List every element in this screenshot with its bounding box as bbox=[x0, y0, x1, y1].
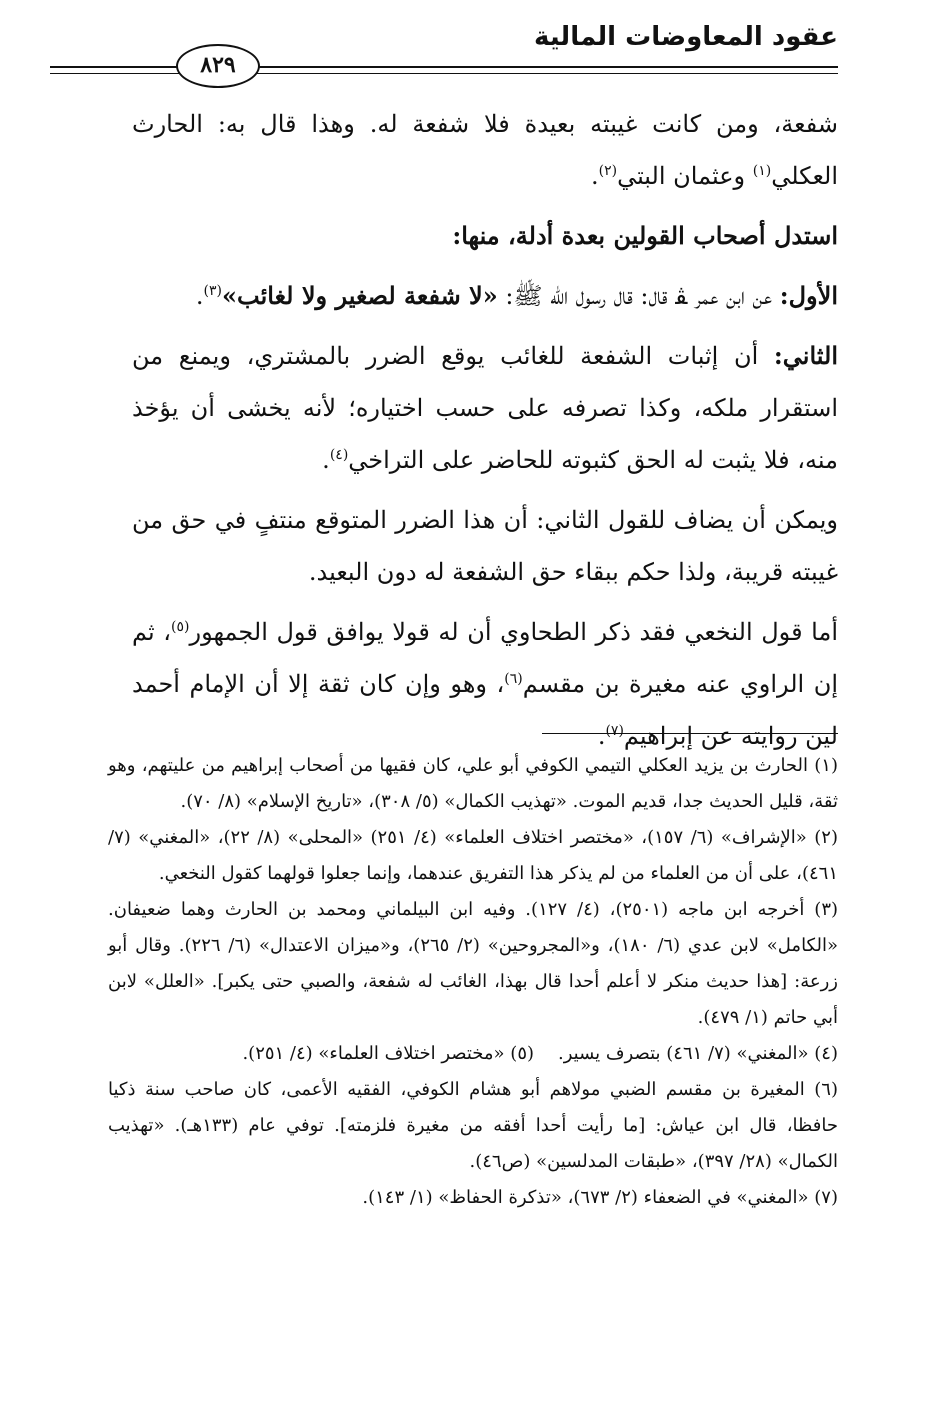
footnote-4-5-line bbox=[108, 1036, 838, 1072]
nakhai-text-a: أما قول النخعي فقد ذكر الطحاوي أن له قولا يوافق قول الجمهور bbox=[189, 618, 839, 646]
paragraph-1-end: . bbox=[590, 162, 599, 190]
running-header-title: عقود المعاوضات المالية bbox=[534, 22, 838, 52]
second-evidence-end: . bbox=[322, 446, 330, 474]
footnote-ref-7: (٧) bbox=[605, 723, 624, 739]
first-evidence-text: عن ابن عمر ﭭ قال: قال رسول الله ﷺ: bbox=[497, 282, 780, 310]
footnote-ref-6: (٦) bbox=[504, 671, 523, 687]
footnote-ref-2: (٢) bbox=[598, 163, 618, 179]
section-heading: استدل أصحاب القولين بعدة أدلة، منها: bbox=[452, 221, 838, 250]
paragraph-nakhai bbox=[132, 606, 838, 762]
paragraph-rebuttal: ويمكن أن يضاف للقول الثاني: أن هذا الضرر المتوقع منتفٍ في حق من غيبته قريبة، ولذا حكم ببقاء حق الشفعة له دون البعيد. bbox=[132, 506, 838, 586]
first-label: الأول: bbox=[779, 281, 838, 310]
paragraph-1-text: شفعة، ومن كانت غيبته بعيدة فلا شفعة له. وهذا قال به: الحارث العكلي bbox=[132, 110, 838, 190]
main-text bbox=[132, 98, 838, 770]
paragraph-1-continuation: وعثمان البتي bbox=[617, 162, 753, 190]
footnote-ref-3: (٣) bbox=[203, 283, 223, 299]
footnote-1: (١) الحارث بن يزيد العكلي التيمي الكوفي أبو علي، كان فقيها من أصحاب إبراهيم من عليتهم، وهو ثقة، قليل الحديث جدا، قديم الموت. «تهذيب الكمال» (٥/ ٣٠٨)، «تاريخ الإسلام» (٨/ ٧٠). bbox=[108, 755, 838, 812]
footnote-7: (٧) «المغني» في الضعفاء (٢/ ٦٧٣)، «تذكرة الحفاظ» (١/ ١٤٣). bbox=[362, 1187, 838, 1208]
nakhai-text-c: ، وهو وإن كان ثقة إلا أن الإمام أحمد لين روايته عن إبراهيم bbox=[132, 670, 838, 750]
second-evidence-text: أن إثبات الشفعة للغائب يوقع الضرر بالمشتري، ويمنع من استقرار ملكه، وكذا تصرفه على حسب اختياره؛ لأنه يخشى أن يؤخذ منه، فلا يثبت له الحق كثبوته للحاضر على التراخي bbox=[132, 342, 838, 474]
footnote-5: (٥) «مختصر اختلاف العلماء» (٤/ ٢٥١). bbox=[242, 1043, 535, 1064]
paragraph-1 bbox=[132, 98, 838, 202]
footnote-3: (٣) أخرجه ابن ماجه (٢٥٠١)، (٤/ ١٢٧). وفيه ابن البيلماني ومحمد بن الحارث وهما ضعيفان. «الكامل» لابن عدي (٦/ ١٨٠)، و«المجروحين» (٢/ ٢٦٥)، و«ميزان الاعتدال» (٦/ ٢٢٦). وقال أبو زرعة: [هذا حديث منكر لا أعلم أحدا قال بهذا، الغائب له شفعة، والصبي حتى يكبر]. «العلل» لابن أبي حاتم (١/ ٤٧٩). bbox=[108, 899, 839, 1028]
nakhai-end: . bbox=[597, 722, 606, 750]
paragraph-first-evidence bbox=[132, 270, 838, 322]
paragraph-second-evidence bbox=[132, 330, 838, 486]
footnote-ref-5: (٥) bbox=[171, 619, 190, 635]
footnote-4: (٤) «المغني» (٧/ ٤٦١) بتصرف يسير. bbox=[558, 1043, 838, 1064]
hadith-quote: «لا شفعة لصغير ولا لغائب» bbox=[222, 281, 498, 310]
nakhai-text-b: ، ثم إن الراوي عنه مغيرة بن مقسم bbox=[132, 618, 838, 698]
page-number: ٨٢٩ bbox=[176, 44, 260, 88]
footnote-ref-4: (٤) bbox=[329, 447, 349, 463]
footnotes bbox=[108, 748, 838, 1216]
footnote-separator bbox=[542, 733, 838, 734]
footnote-ref-1: (١) bbox=[752, 163, 772, 179]
footnote-2: (٢) «الإشراف» (٦/ ١٥٧)، «مختصر اختلاف العلماء» (٤/ ٢٥١) «المحلى» (٨/ ٢٢)، «المغني» (٧/ ٤٦١)، على أن من العلماء من لم يذكر هذا التفريق عندهما، وإنما جعلوا قولهما كقول النخعي. bbox=[108, 827, 838, 884]
footnote-6: (٦) المغيرة بن مقسم الضبي مولاهم أبو هشام الكوفي، الفقيه الأعمى، كان صاحب سنة ذكيا حافظا، قال ابن عياش: [ما رأيت أحدا أفقه من مغيرة فلزمته]. توفي عام (١٣٣هـ). «تهذيب الكمال» (٢٨/ ٣٩٧)، «طبقات المدلسين» (ص٤٦). bbox=[108, 1079, 839, 1172]
first-evidence-end: . bbox=[195, 282, 204, 310]
second-label: الثاني: bbox=[773, 341, 838, 370]
